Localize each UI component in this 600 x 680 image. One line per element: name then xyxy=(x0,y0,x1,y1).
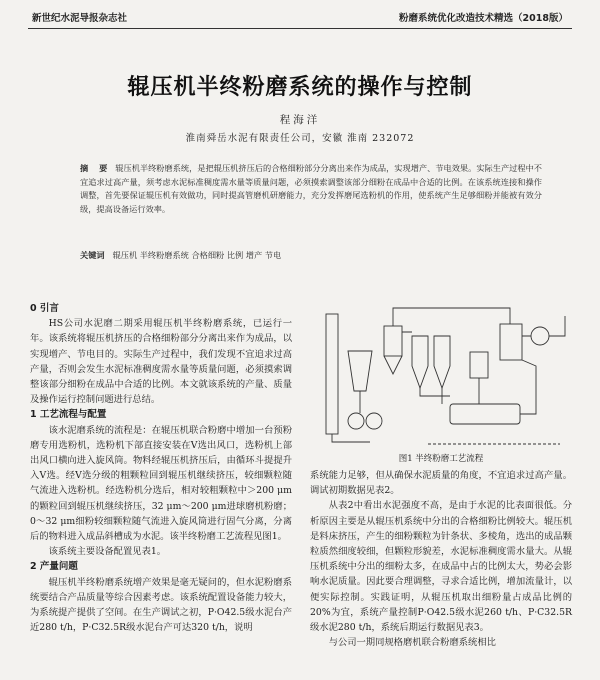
abstract-text: 辊压机半终粉磨系统，是把辊压机挤压后的合格细粉部分分离出来作为成品，实现增产、节电效果。实际生产过程中不宜追求过高产量，须考虑水泥标准稠度需水量等质量问题，必须摸索调整该部分细粉在成品中合适的比例。在该系统连接和操作调整，首先要保证辊压机有效做功，同时提高管磨机研磨能力，充分发挥磨尾选粉机的作用，使系统产生足够细粉并能被有效分级，提高设备运行效率。 xyxy=(80,163,542,214)
figure-caption: 图1 半终粉磨工艺流程 xyxy=(398,454,484,464)
paragraph: 系统能力足够，但从确保水泥质量的角度，不宜追求过高产量。调试初期数据见表2。 xyxy=(310,470,572,497)
keywords-text: 辊压机 半终粉磨系统 合格细粉 比例 增产 节电 xyxy=(112,250,282,260)
author: 程海洋 xyxy=(279,114,321,126)
separator xyxy=(384,326,402,356)
bucket-elevator xyxy=(326,314,338,434)
mill-separator xyxy=(470,352,488,378)
roller-press-roll-left xyxy=(348,413,364,429)
section-1-heading: 1 工艺流程与配置 xyxy=(30,409,107,421)
right-column xyxy=(310,468,572,650)
paragraph: 该系统主要设备配置见表1。 xyxy=(48,546,167,558)
paper-title: 辊压机半终粉磨系统的操作与控制 xyxy=(127,75,473,100)
header-right: 粉磨系统优化改造技术精选（2018版） xyxy=(399,13,568,24)
affiliation: 淮南舜岳水泥有限责任公司，安徽 淮南 232072 xyxy=(185,133,415,144)
v-separator xyxy=(348,351,372,391)
abstract xyxy=(80,162,542,216)
cyclone-2 xyxy=(434,336,450,388)
fan xyxy=(531,327,549,345)
ball-mill xyxy=(450,404,520,424)
process-flow-diagram xyxy=(310,296,572,452)
paragraph: 与公司一期同规格磨机联合粉磨系统相比 xyxy=(328,637,496,649)
roller-press-roll-right xyxy=(366,413,382,429)
section-2-heading: 2 产量问题 xyxy=(30,561,78,573)
abstract-label: 摘 要 xyxy=(80,163,112,173)
keywords-label: 关键词 xyxy=(80,250,105,260)
paragraph: 该水泥磨系统的流程是：在辊压机联合粉磨中增加一台预粉磨专用选粉机，选粉机下部直接安装在V选出风口，选粉机上部出风口横向进入旋风筒。物料经辊压机挤压后，由循环斗提提升入V选。经V选分级的粗颗粒回到辊压机继续挤压，较细颗粒随气流进入选粉机。经选粉机分选后，相对较粗颗粒中＞200 μm的颗粒回到辊压机继续挤压，32 μm～200 μm进球磨机粉磨；0～32 μm细粉较细颗粒随气流进入旋风筒进行固气分离，分离后的物料进入成品斜槽成为水泥。该半终粉磨工艺流程见图1。 xyxy=(30,424,292,543)
left-column xyxy=(30,301,292,635)
paragraph: HS公司水泥磨二期采用辊压机半终粉磨系统，已运行一年。该系统将辊压机挤压的合格细粉部分分离出来作为成品，以实现增产、节电目的。实际生产过程中，我们发现不宜追求过高产量，否则会发生水泥标准稠度需水量等质量问题，必须摸索调整该部分细粉在成品中合适的比例。本文就该系统的产量、质量及操作运行控制问题进行总结。 xyxy=(30,318,292,406)
cyclone-1 xyxy=(412,336,428,388)
process-flow-figure xyxy=(310,296,572,452)
running-header xyxy=(32,8,568,24)
keywords xyxy=(80,250,542,261)
paragraph: 从表2中看出水泥强度不高，是由于水泥的比表面很低。分析原因主要是从辊压机系统中分出的合格细粉比例较大。辊压机是料床挤压，产生的细粉颗粒为针条状、多棱角，选出的成品颗粒质然细度较细，但颗粒形貌差，水泥标准稠度需水量大。从辊压机系统中分出的细粉太多，在成品中占的比例太大，势必会影响水泥质量。因此要合理调整，寻求合适比例，增加流量计，以便实际控制。实践证明，从辊压机取出细粉量占成品比例的20%为宜，系统产量控制P·O42.5级水泥260 t/h、P·C32.5R级水泥280 t/h，系统后期运行数据见表3。 xyxy=(310,500,572,634)
header-left: 新世纪水泥导报杂志社 xyxy=(32,13,128,24)
dust-collector xyxy=(500,324,522,360)
header-rule xyxy=(28,28,572,29)
section-0-heading: 0 引言 xyxy=(30,303,59,314)
paragraph: 辊压机半终粉磨系统增产效果是毫无疑问的，但水泥粉磨系统要结合产品质量等综合因素考虑。该系统配置设备能力较大，为系统提产提供了空间。在生产调试之初，P·O42.5级水泥台产近280 t/h，P·C32.5R级水泥台产可达320 t/h，说明 xyxy=(30,576,292,634)
